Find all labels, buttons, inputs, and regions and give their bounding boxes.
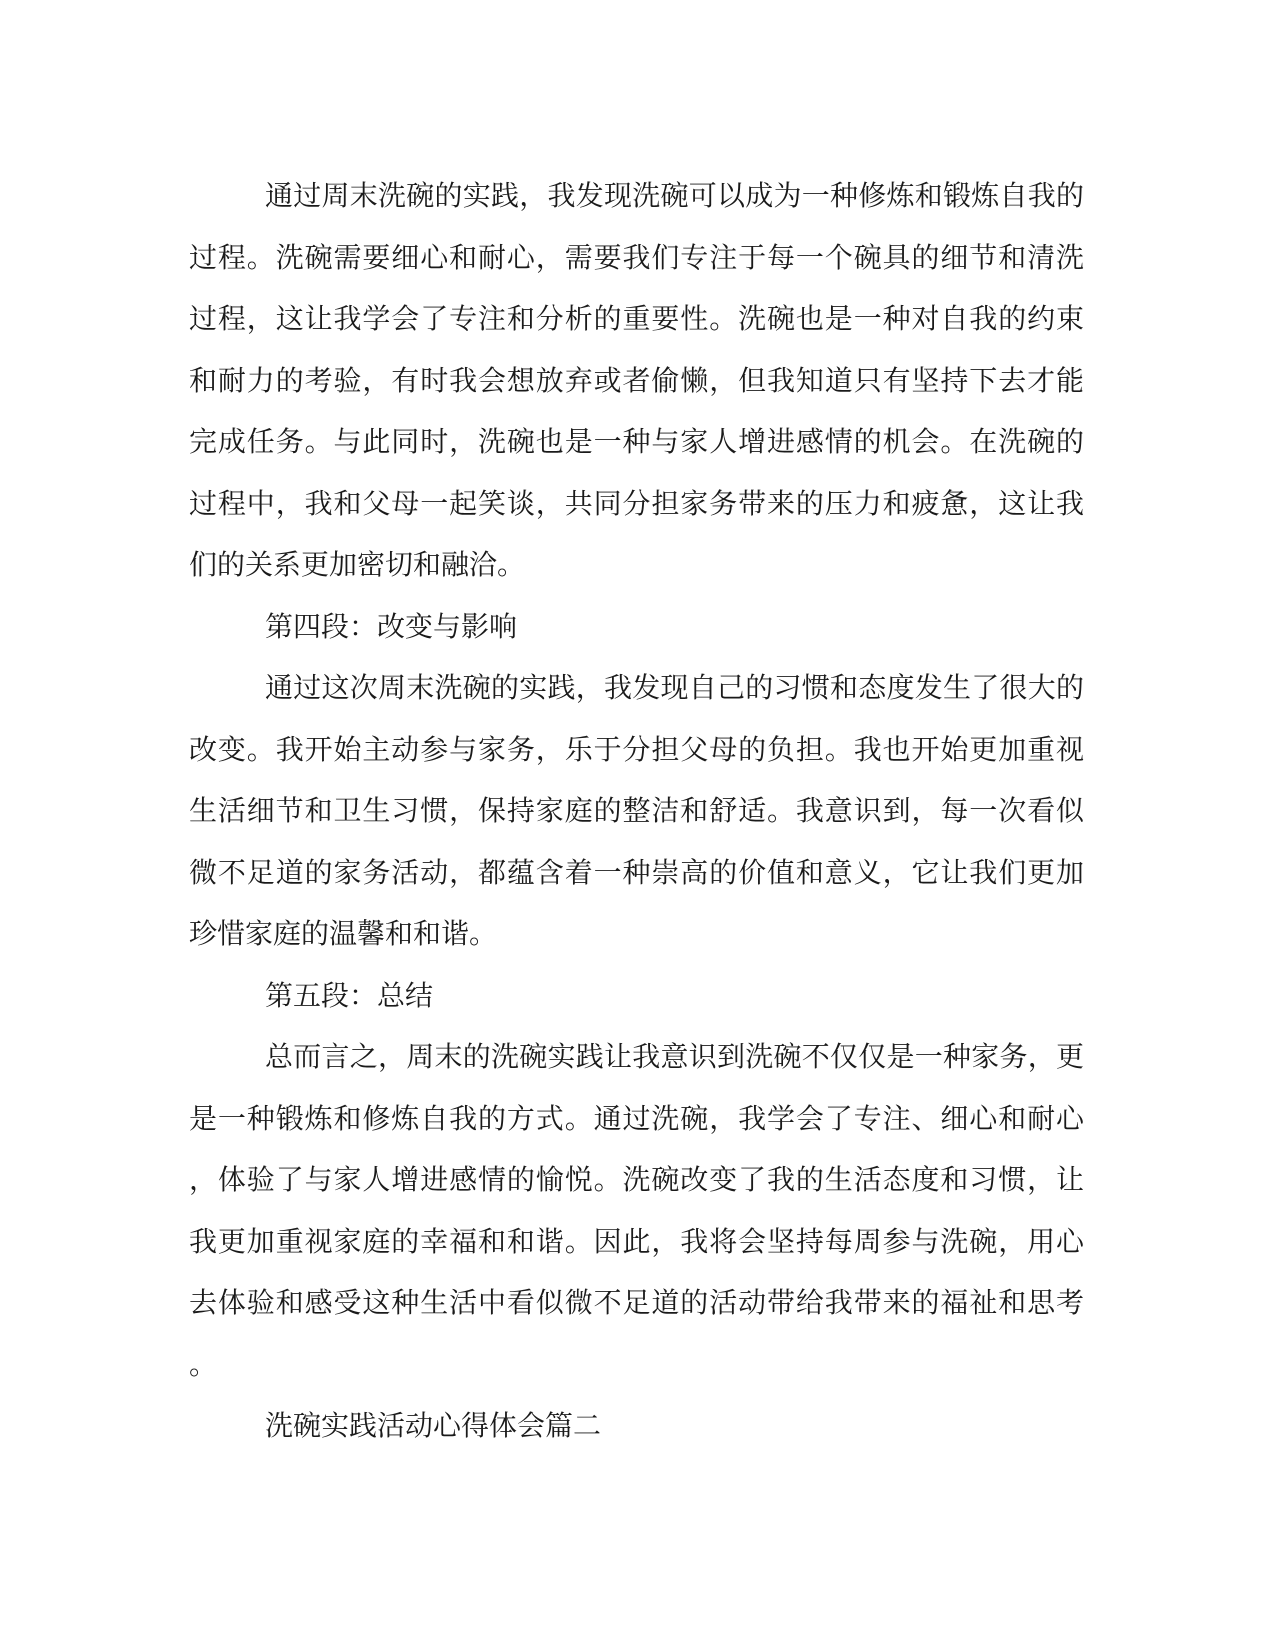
paragraph-change-and-impact: 通过这次周末洗碗的实践，我发现自己的习惯和态度发生了很大的改变。我开始主动参与家务，乐于分担父母的负担。我也开始更加重视生活细节和卫生习惯，保持家庭的整洁和舒适。我意识到，每一次看似微不足道的家务活动，都蕴含着一种崇高的价值和意义，它让我们更加珍惜家庭的温馨和和谐。 xyxy=(189,671,1084,950)
section-heading-summary: 第五段：总结 xyxy=(265,978,434,1012)
section-heading-change-and-impact: 第四段：改变与影响 xyxy=(265,609,518,643)
paragraph-summary: 总而言之，周末的洗碗实践让我意识到洗碗不仅仅是一种家务，更是一种锻炼和修炼自我的方式。通过洗碗，我学会了专注、细心和耐心，体验了与家人增进感情的愉悦。洗碗改变了我的生活态度和习惯，让我更加重视家庭的幸福和和谐。因此，我将会坚持每周参与洗碗，用心去体验和感受这种生活中看似微不足道的活动带给我带来的福祉和思考。 xyxy=(189,1040,1084,1381)
article-title-part-two: 洗碗实践活动心得体会篇二 xyxy=(265,1409,602,1442)
paragraph-reflection: 通过周末洗碗的实践，我发现洗碗可以成为一种修炼和锻炼自我的过程。洗碗需要细心和耐心，需要我们专注于每一个碗具的细节和清洗过程，这让我学会了专注和分析的重要性。洗碗也是一种对自我的约束和耐力的考验，有时我会想放弃或者偷懒，但我知道只有坚持下去才能完成任务。与此同时，洗碗也是一种与家人增进感情的机会。在洗碗的过程中，我和父母一起笑谈，共同分担家务带来的压力和疲惫，这让我们的关系更加密切和融洽。 xyxy=(189,179,1084,581)
document-body xyxy=(189,165,1084,1457)
